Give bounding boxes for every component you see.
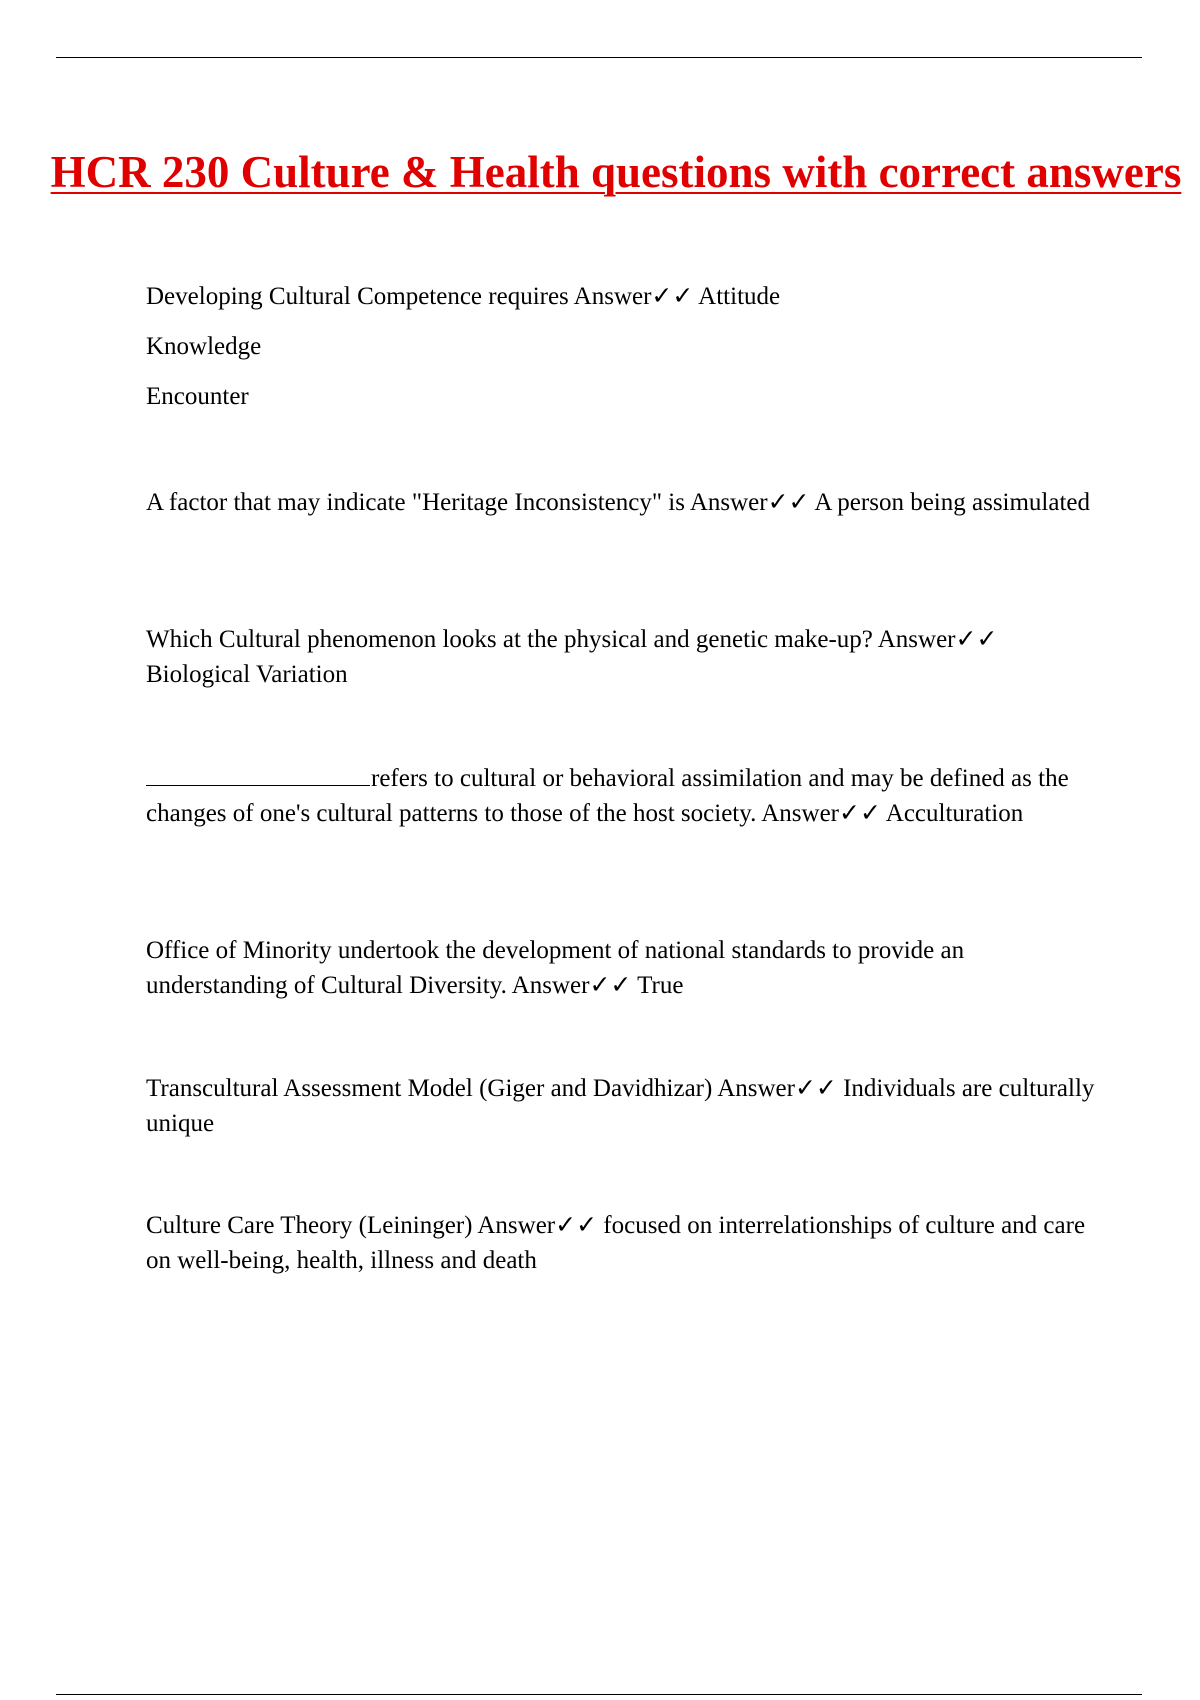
qa-item-extra-line: Knowledge — [146, 333, 262, 360]
qa-item-4 — [146, 760, 1096, 831]
bottom-rule — [56, 1694, 1142, 1695]
qa-item-3 — [146, 622, 1096, 692]
qa-item-extra-line: Encounter — [146, 383, 249, 410]
qa-item-text: Developing Cultural Competence requires Answer✓✓ Attitude — [146, 283, 781, 310]
qa-item-2 — [146, 485, 1096, 520]
fill-in-blank — [146, 760, 370, 786]
page-title: HCR 230 Culture & Health questions with correct answers — [50, 147, 1182, 197]
qa-item-5 — [146, 933, 1096, 1003]
qa-item-text: Which Cultural phenomenon looks at the physical and genetic make-up? Answer✓✓ Biological Variation — [146, 626, 998, 688]
qa-item-text — [146, 760, 1096, 831]
qa-item-text: Transcultural Assessment Model (Giger and Davidhizar) Answer✓✓ Individuals are culturally unique — [146, 1075, 1095, 1137]
qa-item-text: A factor that may indicate "Heritage Inconsistency" is Answer✓✓ A person being assimulated — [146, 489, 1091, 516]
qa-item-1 — [146, 279, 1096, 414]
qa-item-text-after-blank: refers to cultural or behavioral assimilation and may be defined as the changes of one's cultural patterns to those of the host society. Answer✓✓ Acculturation — [146, 765, 1069, 827]
qa-item-6 — [146, 1071, 1096, 1141]
top-rule — [56, 57, 1142, 58]
qa-item-7 — [146, 1208, 1096, 1278]
qa-item-text: Culture Care Theory (Leininger) Answer✓✓ focused on interrelationships of culture and care on well-being, health, illness and death — [146, 1212, 1086, 1274]
qa-item-text: Office of Minority undertook the development of national standards to provide an understanding of Cultural Diversity. Answer✓✓ True — [146, 937, 965, 999]
